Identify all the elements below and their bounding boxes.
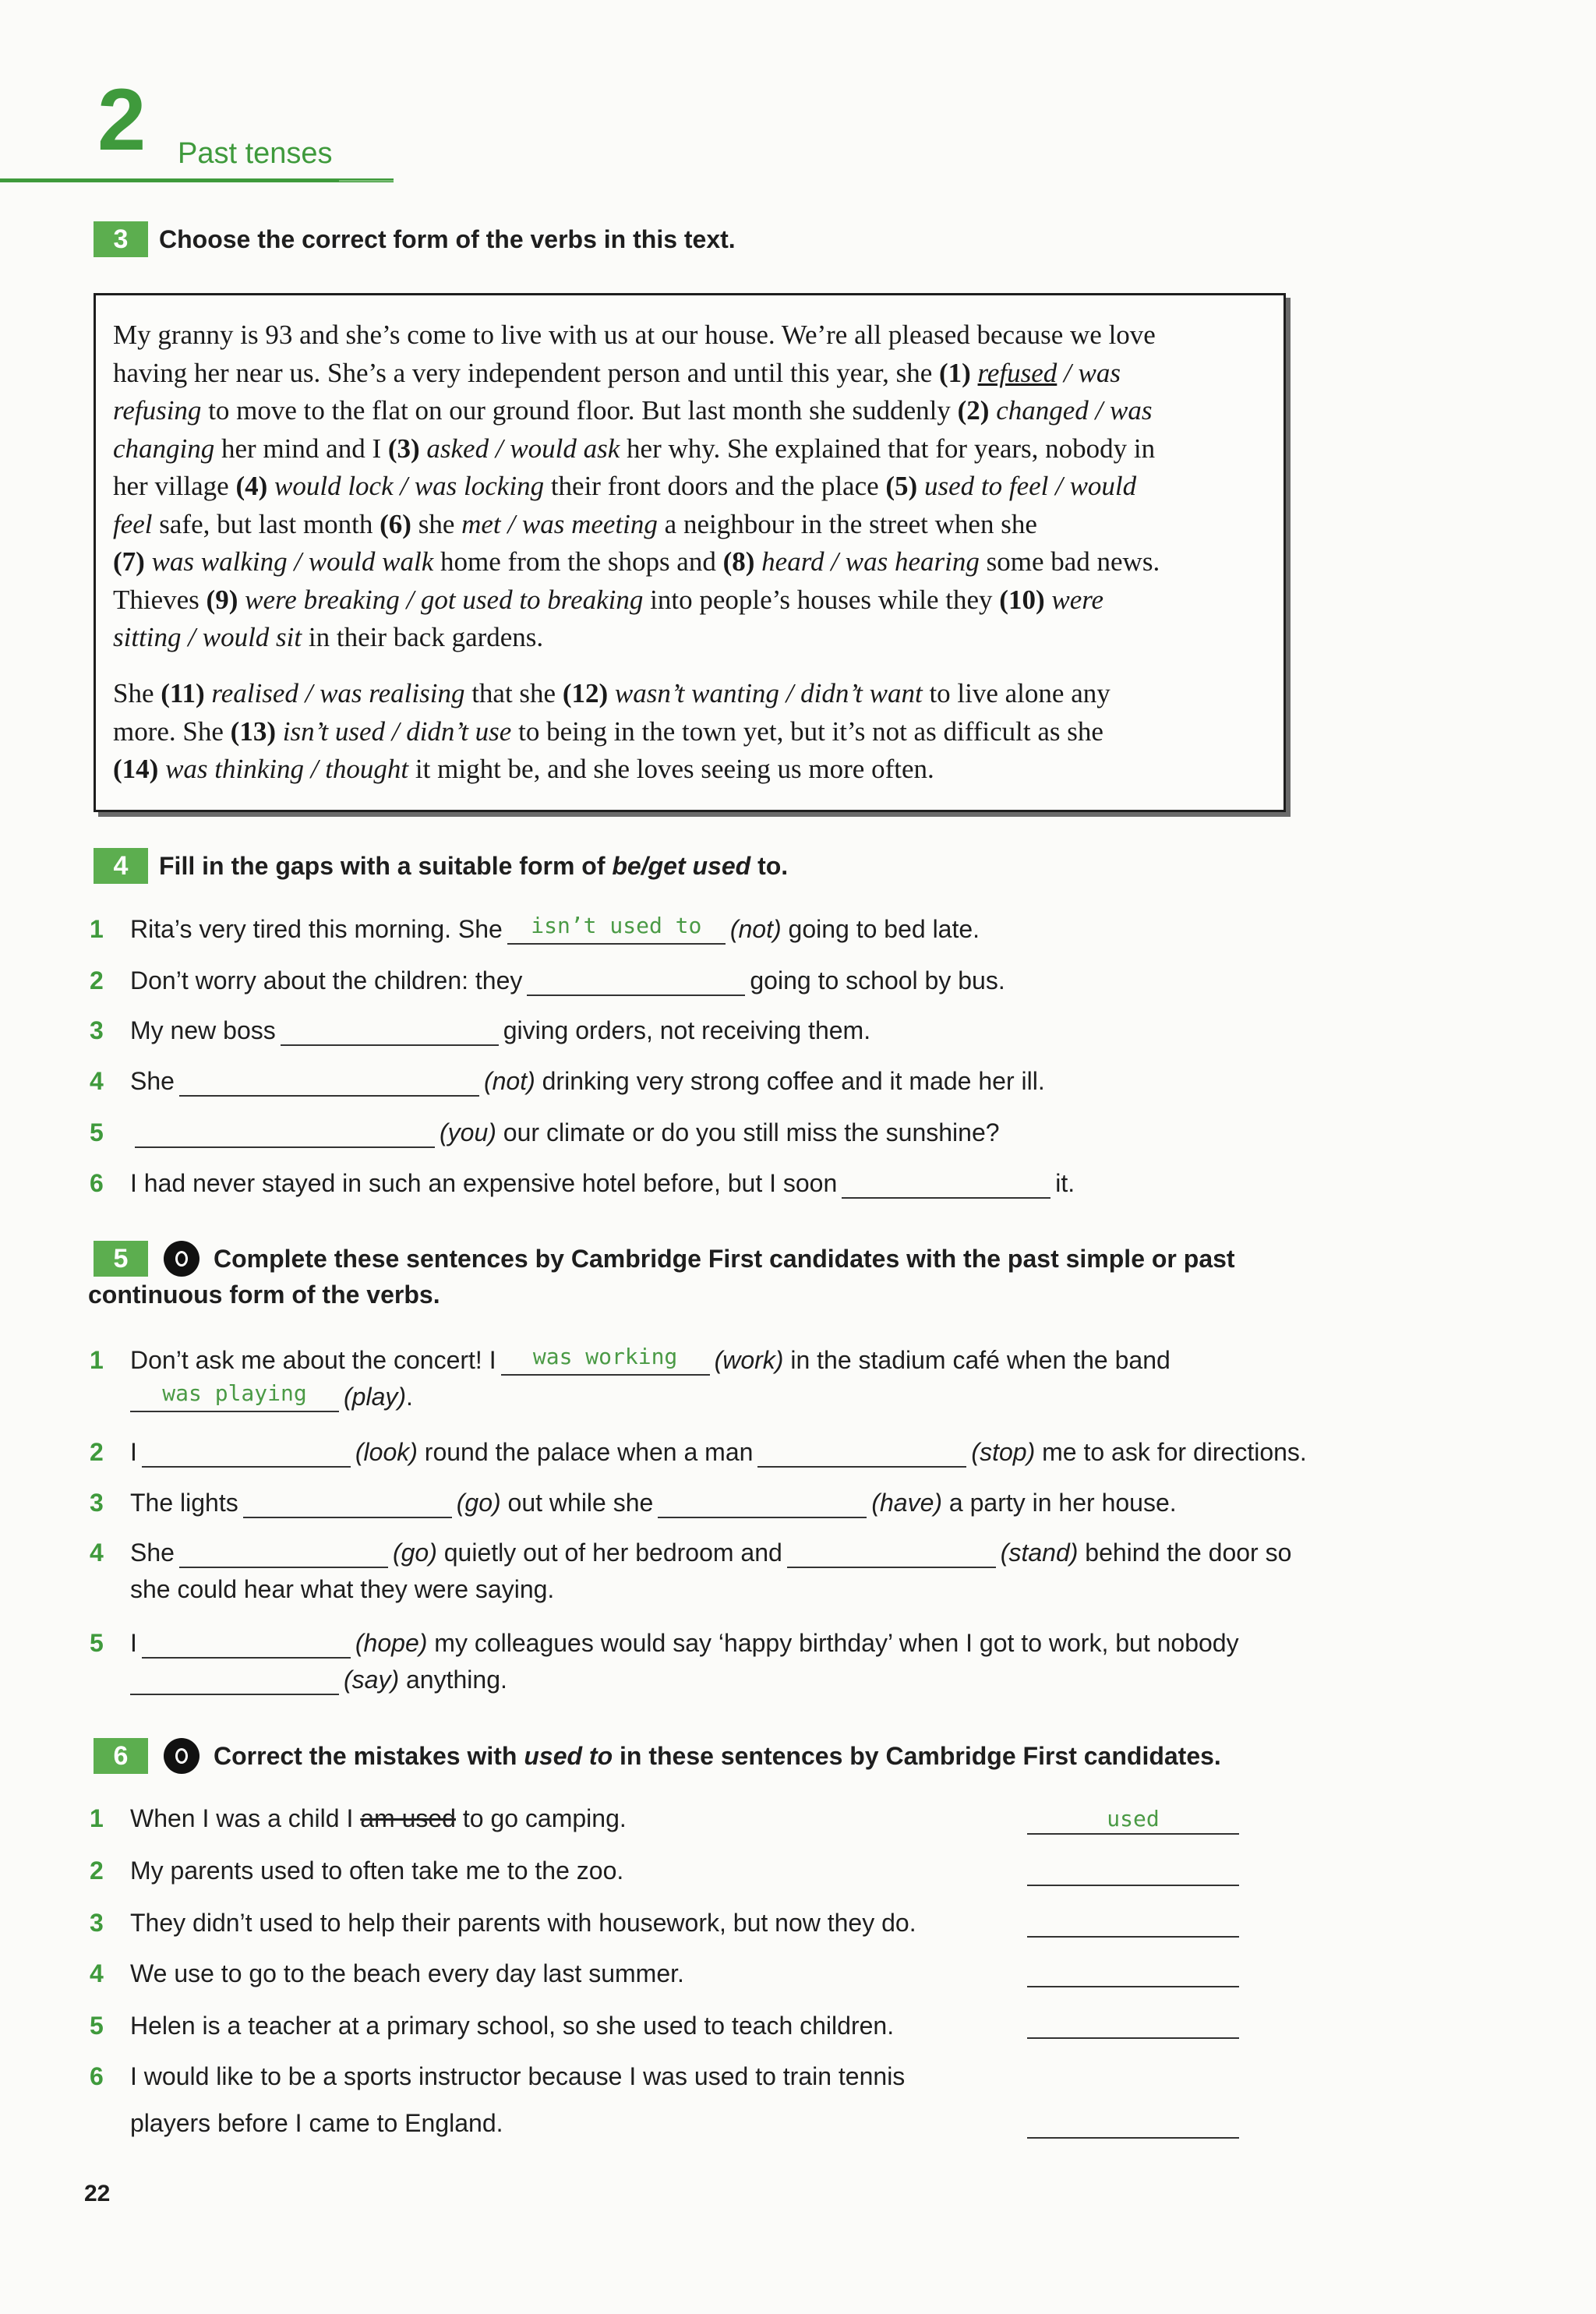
- exercise-5-item: [90, 1537, 1291, 1568]
- verb-hint: (not): [483, 1067, 535, 1095]
- answer-blank[interactable]: [130, 1670, 339, 1695]
- text-run: she: [411, 508, 462, 539]
- verb-options: realised / was realising: [211, 678, 465, 708]
- item-text: it.: [1055, 1169, 1075, 1197]
- item-text: I: [130, 1438, 137, 1466]
- text-run: having her near us. She’s a very independent person and until this year, she: [113, 357, 939, 388]
- text-run: more. She: [113, 715, 231, 747]
- exercise-4-instruction: Fill in the gaps with a suitable form of be/get used to.: [159, 852, 789, 880]
- item-number: 2: [90, 966, 104, 994]
- text-run: her why. She explained that for years, nobody in: [620, 433, 1156, 464]
- handwritten-answer: isn’t used to: [531, 913, 702, 938]
- exercise-4-item: [90, 1015, 870, 1046]
- verb-options: were: [1051, 584, 1104, 615]
- verb-hint: (look): [355, 1438, 418, 1466]
- exercise-4-item: [90, 913, 980, 945]
- text-run: into people’s houses while they: [643, 584, 1000, 615]
- item-number: 6: [90, 1169, 104, 1197]
- exercise-5-item: [90, 1436, 1307, 1468]
- text-run: it might be, and she loves seeing us more often.: [408, 754, 934, 784]
- exercise-6-item: [90, 1907, 916, 1938]
- exercise-6-item: [90, 2061, 905, 2092]
- text-line: [113, 430, 1282, 468]
- exercise-3-number-badge: 3: [94, 221, 148, 257]
- item-text: me to ask for directions.: [1035, 1438, 1307, 1466]
- verb-options: changed / was: [996, 395, 1153, 426]
- item-text: a party in her house.: [942, 1489, 1177, 1517]
- exercise-5-instruction-line-2: continuous form of the verbs.: [88, 1281, 440, 1309]
- text-run: to live alone any: [922, 678, 1110, 708]
- verb-hint: (hope): [355, 1629, 428, 1657]
- text-run: [917, 471, 924, 501]
- verb-options: / was: [1057, 357, 1121, 388]
- text-run: [989, 395, 996, 426]
- text-run: to move to the flat on our ground floor. But last month she suddenly: [201, 395, 958, 426]
- handwritten-answer: was playing: [162, 1380, 307, 1406]
- exercise-4-item: [90, 965, 1005, 996]
- item-number: 1: [90, 1804, 104, 1832]
- verb-options: wasn’t wanting / didn’t want: [614, 678, 923, 708]
- answer-blank[interactable]: [142, 1634, 351, 1659]
- exercise-3-instruction: Choose the correct form of the verbs in this text.: [159, 225, 736, 253]
- gap-number: (1): [938, 357, 971, 388]
- answer-blank[interactable]: [507, 913, 726, 945]
- correction-answer-line[interactable]: [1027, 1911, 1239, 1938]
- verb-options: refusing: [113, 395, 202, 426]
- exam-candidate-eye-icon: [164, 1241, 200, 1277]
- gap-number: (6): [380, 508, 411, 539]
- item-text: anything.: [399, 1666, 507, 1694]
- item-text: going to bed late.: [781, 915, 980, 943]
- item-text: She: [130, 1539, 175, 1567]
- item-text: We use to go to the beach every day last summer.: [130, 1959, 684, 1987]
- text-line: [113, 581, 1282, 620]
- verb-hint: (go): [456, 1489, 501, 1517]
- exercise-3-heading: [94, 221, 736, 257]
- answer-blank[interactable]: [527, 971, 745, 996]
- verb-options: heard / was hearing: [761, 546, 980, 577]
- verb-options: sitting / would sit: [113, 622, 302, 652]
- correction-answer-line[interactable]: [1027, 2112, 1239, 2139]
- text-line: [113, 392, 1282, 430]
- item-text: going to school by bus.: [750, 966, 1005, 994]
- verb-options: feel: [113, 508, 153, 539]
- item-text: I had never stayed in such an expensive hotel before, but I soon: [130, 1169, 838, 1197]
- text-run: a neighbour in the street when she: [657, 508, 1037, 539]
- gap-number: (3): [387, 433, 420, 464]
- exercise-5-item: [90, 1344, 1171, 1376]
- text-line: [113, 316, 1282, 355]
- text-line: [113, 355, 1282, 393]
- verb-options: was walking / would walk: [151, 546, 434, 577]
- item-number: 2: [90, 1856, 104, 1885]
- text-run: home from the shops and: [433, 546, 723, 577]
- exercise-6-item: [90, 1803, 627, 1834]
- correction-answer-line[interactable]: [1027, 1961, 1239, 1987]
- answer-blank[interactable]: [787, 1543, 996, 1568]
- text-run: [158, 754, 165, 784]
- exercise-4-item: [90, 1168, 1075, 1199]
- text-run: [971, 358, 978, 388]
- answer-blank[interactable]: [281, 1021, 499, 1046]
- verb-options: met / was meeting: [461, 508, 658, 539]
- item-text: in the stadium café when the band: [783, 1346, 1171, 1374]
- text-run: My granny is 93 and she’s come to live with us at our house. We’re all pleased because we love: [113, 320, 1156, 350]
- item-text: .: [406, 1383, 413, 1411]
- item-text: my colleagues would say ‘happy birthday’ when I got to work, but nobody: [427, 1629, 1239, 1657]
- exercise-5-instruction-line-1: Complete these sentences by Cambridge First candidates with the past simple or past: [214, 1245, 1235, 1273]
- gap-number: (7): [113, 546, 145, 577]
- verb-options: refused: [977, 357, 1058, 388]
- item-text: round the palace when a man: [417, 1438, 754, 1466]
- text-run: their front doors and the place: [544, 471, 886, 501]
- item-text: She: [130, 1067, 175, 1095]
- answer-blank[interactable]: [130, 1380, 339, 1412]
- text-run: Thieves: [113, 584, 207, 615]
- text-run: safe, but last month: [152, 508, 380, 539]
- answer-blank[interactable]: [179, 1072, 479, 1097]
- item-number: 4: [90, 1539, 104, 1567]
- item-number: 1: [90, 915, 104, 943]
- item-number: 6: [90, 2062, 104, 2090]
- verb-options: isn’t used / didn’t use: [282, 715, 512, 747]
- correction-answer-line[interactable]: [1027, 2012, 1239, 2039]
- text-run: [276, 716, 283, 747]
- text-run: [754, 546, 761, 577]
- text-line: [113, 468, 1282, 506]
- item-text: The lights: [130, 1489, 238, 1517]
- exercise-6-number-badge: 6: [94, 1738, 148, 1774]
- item-text: Helen is a teacher at a primary school, so she used to teach children.: [130, 2012, 895, 2040]
- exercise-5-item-continuation: [130, 1381, 413, 1412]
- item-text: giving orders, not receiving them.: [503, 1016, 871, 1044]
- unit-header-rule-tail: [339, 180, 394, 182]
- item-number: 5: [90, 2012, 104, 2040]
- unit-header-rule: [0, 178, 394, 182]
- gap-number: (8): [722, 546, 755, 577]
- text-run: her mind and I: [214, 433, 388, 464]
- struck-out-text: am used: [360, 1804, 456, 1832]
- text-line: [113, 713, 1282, 751]
- item-number: 4: [90, 1959, 104, 1987]
- handwritten-answer: used: [1107, 1806, 1160, 1832]
- item-number: 3: [90, 1016, 104, 1044]
- exercise-6-heading: [94, 1738, 1221, 1774]
- gap-number: (2): [957, 395, 990, 426]
- verb-options: asked / would ask: [426, 433, 620, 464]
- exercise-6-item: [90, 1958, 684, 1989]
- item-text: quietly out of her bedroom and: [436, 1539, 782, 1567]
- item-number: 5: [90, 1118, 104, 1146]
- item-number: 4: [90, 1067, 104, 1095]
- exercise-5-heading: [94, 1241, 1235, 1277]
- gap-number: (10): [999, 584, 1045, 615]
- answer-blank[interactable]: [179, 1543, 388, 1568]
- exercise-4-item: [90, 1065, 1045, 1097]
- item-number: 3: [90, 1909, 104, 1937]
- gap-number: (4): [235, 471, 268, 501]
- gap-number: (9): [206, 584, 238, 615]
- text-line: [113, 506, 1282, 544]
- text-run: She: [113, 678, 161, 708]
- item-number: 2: [90, 1438, 104, 1466]
- text-line: [113, 619, 1282, 657]
- verb-options: would lock / was locking: [274, 471, 545, 501]
- exercise-5-item-continuation: [130, 1664, 507, 1695]
- item-text: Rita’s very tired this morning. She: [130, 915, 503, 943]
- exercise-3-paragraph-2: [113, 675, 1282, 789]
- answer-blank[interactable]: [501, 1344, 710, 1376]
- unit-number: 2: [97, 71, 147, 168]
- verb-options: was thinking / thought: [165, 754, 409, 784]
- item-text: to go camping.: [455, 1804, 627, 1832]
- text-run: [145, 546, 152, 577]
- verb-hint: (go): [392, 1539, 437, 1567]
- verb-hint: (stop): [971, 1438, 1036, 1466]
- exercise-5-item: [90, 1487, 1177, 1518]
- verb-options: changing: [113, 433, 215, 464]
- gap-number: (13): [230, 715, 276, 747]
- exercise-6-item-continuation: players before I came to England.: [130, 2109, 503, 2137]
- verb-hint: (you): [440, 1118, 496, 1146]
- exercise-3-paragraph-1: [113, 316, 1282, 657]
- verb-hint: (have): [871, 1489, 943, 1517]
- text-run: to being in the town yet, but it’s not as difficult as she: [511, 715, 1103, 747]
- item-number: 1: [90, 1346, 104, 1374]
- item-number: 3: [90, 1489, 104, 1517]
- verb-options: were breaking / got used to breaking: [245, 584, 644, 615]
- text-line: [113, 675, 1282, 713]
- gap-number: (11): [161, 678, 205, 708]
- exercise-6-item: [90, 1855, 623, 1886]
- item-text: Don’t worry about the children: they: [130, 966, 523, 994]
- verb-options: used to feel / would: [923, 471, 1137, 501]
- text-line: [113, 543, 1282, 581]
- exercise-3-text-box: [94, 293, 1286, 812]
- text-run: some bad news.: [979, 546, 1160, 577]
- answer-blank[interactable]: [757, 1443, 966, 1468]
- text-line: [113, 751, 1282, 789]
- page-number: 22: [84, 2181, 111, 2206]
- gap-number: (14): [113, 754, 159, 784]
- answer-blank[interactable]: [135, 1123, 435, 1148]
- item-text: behind the door so: [1078, 1539, 1292, 1567]
- item-text: When I was a child I: [130, 1804, 361, 1832]
- answer-blank[interactable]: [658, 1493, 867, 1518]
- exercise-5-number-badge: 5: [94, 1241, 148, 1277]
- text-run: her village: [113, 471, 236, 501]
- item-number: 5: [90, 1629, 104, 1657]
- exercise-4-heading: [94, 848, 788, 884]
- exercise-4-item: [90, 1117, 1000, 1148]
- verb-hint: (not): [729, 915, 782, 943]
- verb-hint: (play): [344, 1383, 407, 1411]
- correction-answer-line[interactable]: [1027, 1808, 1239, 1835]
- handwritten-answer: was working: [532, 1344, 678, 1369]
- verb-hint: (say): [344, 1666, 400, 1694]
- item-text: our climate or do you still miss the sunshine?: [496, 1118, 1000, 1146]
- item-text: out while she: [500, 1489, 654, 1517]
- item-text: Don’t ask me about the concert! I: [130, 1346, 496, 1374]
- item-text: I would like to be a sports instructor because I was used to train tennis: [130, 2062, 906, 2090]
- item-text: They didn’t used to help their parents with housework, but now they do.: [130, 1909, 916, 1937]
- text-run: [608, 678, 615, 708]
- exercise-4-number-badge: 4: [94, 848, 148, 884]
- unit-title: Past tenses: [178, 137, 333, 170]
- text-run: [238, 585, 245, 615]
- answer-blank[interactable]: [243, 1493, 452, 1518]
- text-run: [267, 471, 274, 501]
- item-text: I: [130, 1629, 137, 1657]
- exercise-6-instruction: Correct the mistakes with used to in these sentences by Cambridge First candidates.: [214, 1742, 1221, 1770]
- exercise-5-item-continuation: [130, 1574, 554, 1605]
- item-text: My parents used to often take me to the zoo.: [130, 1856, 624, 1885]
- gap-number: (12): [562, 678, 609, 708]
- correction-answer-line[interactable]: [1027, 1860, 1239, 1886]
- text-run: that she: [464, 678, 563, 708]
- item-text: My new boss: [130, 1016, 276, 1044]
- item-text: she could hear what they were saying.: [130, 1575, 555, 1603]
- gap-number: (5): [885, 471, 918, 501]
- text-run: in their back gardens.: [302, 622, 544, 652]
- item-text: drinking very strong coffee and it made her ill.: [535, 1067, 1045, 1095]
- answer-blank[interactable]: [142, 1443, 351, 1468]
- exercise-6-item: [90, 2010, 894, 2041]
- answer-blank[interactable]: [842, 1174, 1050, 1199]
- exam-candidate-eye-icon: [164, 1738, 200, 1774]
- exercise-5-item: [90, 1627, 1239, 1659]
- verb-hint: (stand): [1000, 1539, 1079, 1567]
- verb-hint: (work): [714, 1346, 784, 1374]
